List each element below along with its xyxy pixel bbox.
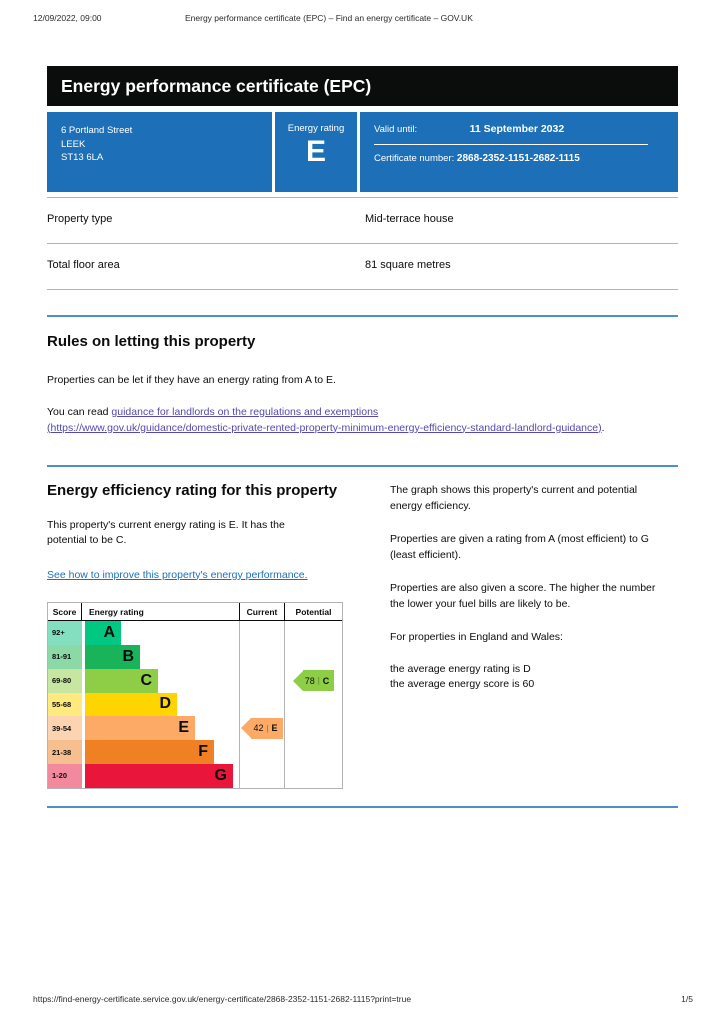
current-cell: [239, 621, 284, 645]
property-details-table: [47, 197, 678, 290]
band-score-range: 69-80: [48, 669, 82, 693]
energy-rating-value: E: [305, 135, 326, 168]
band-bar-E: E: [85, 716, 195, 740]
section-divider: [47, 315, 678, 317]
validity-box: [360, 112, 678, 192]
average-score-line: the average energy score is 60: [390, 678, 535, 690]
current-cell: [239, 740, 284, 764]
valid-until-label: Valid until:: [374, 124, 418, 135]
section-divider: [47, 465, 678, 467]
letting-rules-paragraph: Properties can be let if they have an energy rating from A to E.: [47, 373, 336, 386]
improve-performance-link[interactable]: See how to improve this property's energy performance.: [47, 568, 308, 581]
band-score-range: 1-20: [48, 764, 82, 788]
certificate-number-label: Certificate number:: [374, 153, 455, 164]
epc-band-row: [48, 716, 342, 740]
average-rating-line: the average energy rating is D: [390, 662, 531, 675]
epc-band-row: [48, 764, 342, 788]
score-explainer-paragraph: Properties are also given a score. The higher the number the lower your fuel bills are likely to be.: [390, 582, 656, 610]
current-cell: [239, 669, 284, 693]
read-prefix: You can read: [47, 406, 112, 418]
epc-band-row: [48, 740, 342, 764]
epc-band-row: [48, 669, 342, 693]
certificate-page: [47, 0, 678, 808]
epc-band-row: [48, 645, 342, 669]
graph-explainer-paragraph: The graph shows this property's current and potential energy efficiency.: [390, 484, 638, 512]
landlord-guidance-link[interactable]: guidance for landlords on the regulations and exemptions (https://www.gov.uk/guidance/domestic-private-rented-property-minimum-energy-efficiency-standard-landlord-guidance): [47, 406, 602, 434]
valid-until-value: 11 September 2032: [469, 123, 565, 135]
efficiency-section: [47, 481, 678, 789]
potential-column-header: Potential: [284, 603, 342, 620]
print-page-title: Energy performance certificate (EPC) – Find an energy certificate – GOV.UK: [185, 13, 473, 23]
band-bar-G: G: [85, 764, 233, 788]
current-cell: [239, 693, 284, 717]
efficiency-left-column: [47, 481, 347, 789]
epc-band-row: [48, 693, 342, 717]
epc-summary-row: [47, 112, 678, 192]
potential-cell: [284, 764, 342, 788]
energy-rating-label: Energy rating: [287, 123, 345, 134]
arrow-tip-icon: [241, 718, 251, 738]
band-bar-C: C: [85, 669, 158, 693]
table-row: [47, 198, 678, 244]
potential-cell: [284, 716, 342, 740]
property-type-label: Property type: [47, 213, 113, 225]
browser-print-footer: [33, 994, 693, 1004]
arrow-tip-icon: [293, 671, 303, 691]
table-row: [47, 244, 678, 290]
letting-rules-heading: Rules on letting this property: [47, 333, 256, 350]
epc-chart-header: [48, 603, 342, 621]
band-score-range: 21-38: [48, 740, 82, 764]
efficiency-heading: Energy efficiency rating for this property: [47, 482, 338, 499]
print-datetime: 12/09/2022, 09:00: [33, 13, 102, 23]
section-divider: [47, 806, 678, 808]
current-cell: [239, 716, 284, 740]
band-bar-B: B: [85, 645, 140, 669]
current-cell: [239, 764, 284, 788]
band-score-range: 39-54: [48, 716, 82, 740]
certificate-number-value: 2868-2352-1151-2682-1115: [456, 153, 580, 164]
epc-band-row: [48, 621, 342, 645]
current-cell: [239, 645, 284, 669]
floor-area-label: Total floor area: [47, 259, 120, 271]
address-line-2: LEEK: [61, 138, 86, 150]
potential-cell: [284, 669, 342, 693]
england-wales-paragraph: For properties in England and Wales:: [390, 631, 563, 643]
band-score-range: 92+: [48, 621, 82, 645]
address-line-1: 6 Portland Street: [61, 125, 133, 136]
current-column-header: Current: [239, 603, 284, 620]
potential-cell: [284, 621, 342, 645]
potential-cell: [284, 645, 342, 669]
epc-rating-chart: [47, 602, 343, 789]
floor-area-value: 81 square metres: [365, 259, 451, 271]
print-page-number: 1/5: [681, 994, 693, 1004]
efficiency-paragraph: This property's current energy rating is E. It has the potential to be C.: [47, 518, 285, 546]
read-suffix: .: [601, 421, 605, 434]
potential-cell: [284, 740, 342, 764]
property-type-value: Mid-terrace house: [365, 213, 454, 225]
score-column-header: Score: [48, 603, 82, 620]
address-line-3: ST13 6LA: [61, 152, 104, 163]
current-rating-arrow: 42 | E: [241, 718, 282, 739]
band-score-range: 81-91: [48, 645, 82, 669]
band-score-range: 55-68: [48, 693, 82, 717]
letting-rules-link-paragraph: [47, 405, 637, 436]
energy-rating-box: [275, 112, 357, 192]
page-title: Energy performance certificate (EPC): [47, 66, 678, 106]
potential-cell: [284, 693, 342, 717]
energy-rating-column-header: Energy rating: [89, 606, 144, 617]
potential-rating-arrow: 78 | C: [293, 670, 335, 691]
rating-explainer-paragraph: Properties are given a rating from A (most efficient) to G (least efficient).: [390, 533, 649, 561]
validity-divider: [374, 144, 648, 145]
band-bar-F: F: [85, 740, 214, 764]
band-bar-A: A: [85, 621, 121, 645]
efficiency-right-column: [390, 481, 678, 789]
print-footer-url: https://find-energy-certificate.service.gov.uk/energy-certificate/2868-2352-1151-2682-1115?print=true: [33, 994, 412, 1004]
epc-chart-body: [48, 621, 342, 788]
property-address-box: [47, 112, 272, 192]
band-bar-D: D: [85, 693, 177, 717]
